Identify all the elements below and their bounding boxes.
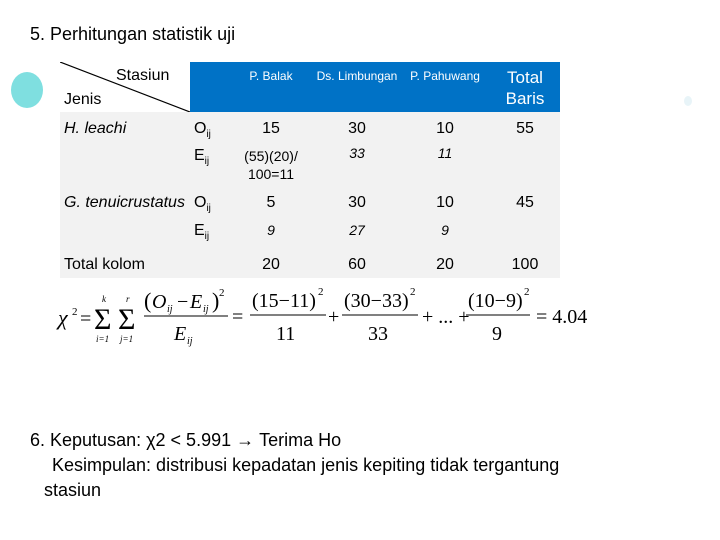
svg-text:=: = (232, 306, 244, 328)
summary-line: Kesimpulan: distribusi kepadatan jenis kepiting tidak tergantung (52, 455, 560, 475)
svg-text:33: 33 (368, 323, 388, 345)
conclusion-text (30, 428, 559, 503)
cell-observed: 10 (436, 120, 454, 137)
cell-expected: (55)(20)/ 100=11 (244, 148, 298, 182)
svg-text:2: 2 (524, 286, 530, 298)
row-total: 45 (516, 194, 534, 211)
column-header-p-pahuwang: P. Pahuwang (410, 69, 480, 83)
column-header-total-baris: Total Baris (505, 68, 545, 108)
summary-line-continued: stasiun (44, 480, 102, 500)
svg-text:): ) (212, 288, 220, 313)
svg-text:ij: ij (203, 304, 209, 315)
svg-text:+ ... +: + ... + (422, 306, 470, 328)
corner-label-jenis: Jenis (64, 91, 102, 108)
svg-text:2: 2 (219, 287, 225, 299)
chi-square-formula (56, 282, 596, 348)
cell-observed: 5 (266, 194, 276, 211)
cell-expected: 33 (349, 145, 365, 161)
column-total: 20 (436, 256, 454, 273)
svg-text:r: r (126, 294, 130, 304)
row-total: 55 (516, 120, 534, 137)
svg-text:+: + (328, 306, 340, 328)
svg-text:2: 2 (72, 306, 78, 318)
svg-text:(15−11): (15−11) (252, 290, 316, 312)
cell-expected: 27 (349, 222, 365, 238)
svg-text:E: E (174, 323, 187, 345)
row-label-total-kolom: Total kolom (64, 256, 145, 273)
svg-text:= 4.04: = 4.04 (536, 306, 588, 328)
svg-text:O: O (152, 291, 167, 313)
observed-symbol: $O_{ij}$ (194, 120, 211, 141)
corner-label-stasiun: Stasiun (116, 67, 170, 84)
svg-text:ij: ij (187, 336, 193, 347)
cell-observed: 30 (348, 120, 366, 137)
svg-text:9: 9 (492, 323, 502, 345)
svg-text:−: − (177, 291, 189, 313)
svg-text:(10−9): (10−9) (468, 290, 523, 312)
column-header-ds-limbungan: Ds. Limbungan (316, 69, 398, 83)
expected-symbol: $E_{ij}$ (194, 222, 210, 243)
row-label-h-leachi: H. leachi (64, 120, 127, 137)
svg-text:E: E (190, 291, 203, 313)
decision-line: 6. Keputusan: χ2 < 5.991 → Terima Ho (30, 430, 342, 450)
observed-symbol: $O_{ij}$ (194, 194, 211, 215)
column-total: 20 (262, 256, 280, 273)
svg-text:=: = (80, 308, 92, 330)
svg-text:i=1: i=1 (96, 334, 110, 344)
decorative-dot (684, 96, 692, 106)
grand-total: 100 (511, 256, 539, 273)
cell-expected: 9 (441, 222, 449, 238)
column-total: 60 (348, 256, 366, 273)
svg-text:χ: χ (58, 305, 68, 330)
svg-text:k: k (102, 294, 106, 304)
svg-text:11: 11 (276, 323, 296, 345)
column-header-p-balak: P. Balak (249, 69, 293, 83)
svg-text:Σ: Σ (118, 303, 136, 336)
svg-text:j=1: j=1 (120, 334, 134, 344)
cell-observed: 15 (262, 120, 280, 137)
svg-text:ij: ij (167, 304, 173, 315)
row-label-g-tenuicrustatus: G. tenuicrustatus (64, 194, 185, 211)
cell-expected: 9 (267, 222, 275, 238)
cell-expected: 11 (437, 145, 453, 161)
section-heading: 5. Perhitungan statistik uji (30, 24, 236, 44)
svg-text:Σ: Σ (94, 303, 112, 336)
svg-text:2: 2 (318, 286, 324, 298)
cell-observed: 10 (436, 194, 454, 211)
expected-symbol: $E_{ij}$ (194, 147, 210, 168)
svg-text:(: ( (144, 288, 152, 313)
cell-observed: 30 (348, 194, 366, 211)
svg-text:(30−33): (30−33) (344, 290, 409, 312)
decorative-circle (11, 72, 43, 108)
svg-text:2: 2 (410, 286, 416, 298)
